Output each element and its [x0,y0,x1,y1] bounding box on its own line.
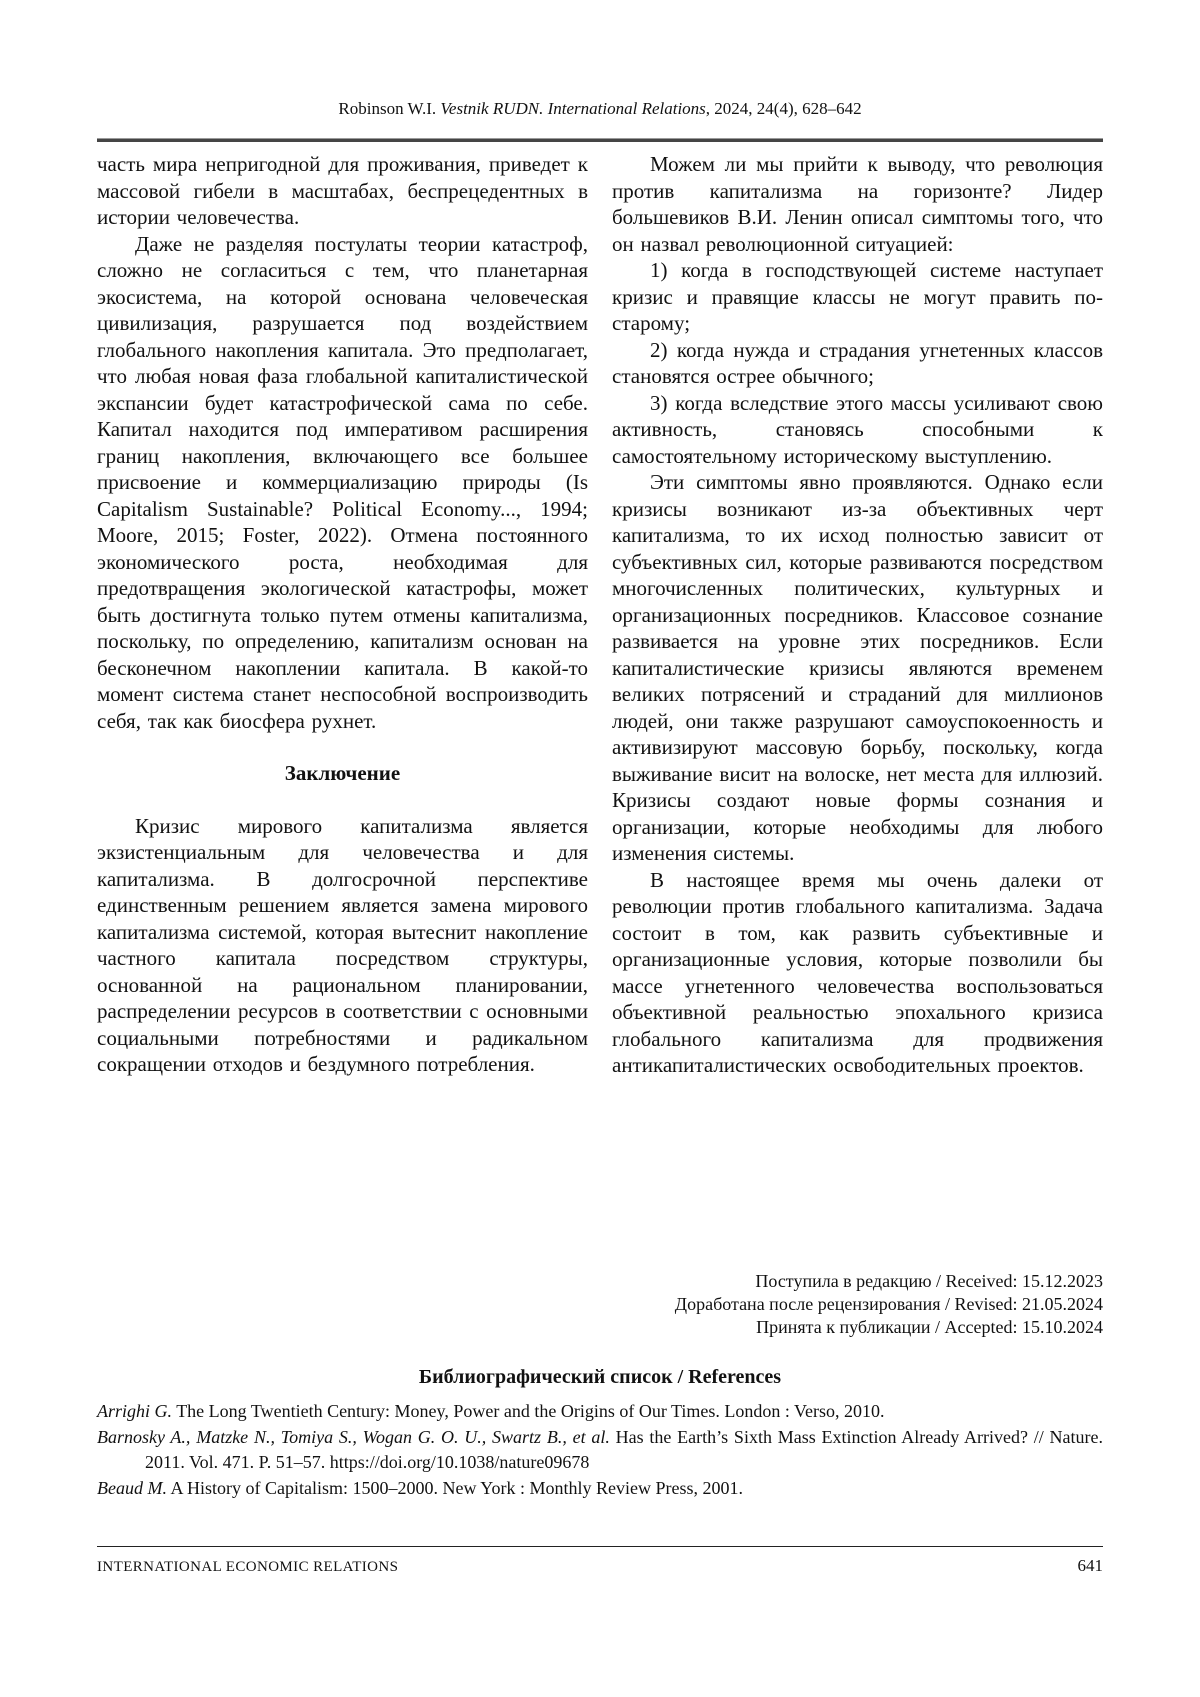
reference-authors: Arrighi G. [97,1401,173,1421]
body-paragraph: В настоящее время мы очень далеки от революции против глобального капитализма. Задача состоит в том, как развить субъективные и организационные условия, которые позволили бы массе угнетенного человечества воспользоваться объективной реальностью эпохального кризиса глобального капитализма для продвижения антикапиталистических освободительных проектов. [612,867,1103,1077]
reference-entry [97,1399,1103,1425]
footer-section-title: INTERNATIONAL ECONOMIC RELATIONS [97,1559,399,1575]
article-body [97,151,1103,1079]
footer-page-number: 641 [1077,1556,1103,1575]
header-rule [97,138,1103,142]
running-head-issue-info: , 2024, 24(4), 628–642 [705,99,862,118]
reference-entry [97,1425,1103,1476]
reference-entry [97,1476,1103,1502]
reference-authors: Beaud M. [97,1477,167,1498]
body-paragraph: часть мира непригодной для проживания, приведет к массовой гибели в масштабах, беспрецедентных в истории человечества. [97,152,588,229]
date-accepted: Принята к публикации / Accepted: 15.10.2024 [756,1317,1103,1337]
references-heading: Библиографический список / References [418,1366,782,1388]
references-section [97,1366,1103,1501]
page-footer [97,1546,1103,1576]
body-paragraph-list-item-3: 3) когда вследствие этого массы усиливают свою активность, становясь способными к самостоятельному историческому выступлению. [612,390,1103,468]
right-column [612,151,1103,1079]
body-paragraph: Даже не разделяя постулаты теории катастроф, сложно не согласиться с тем, что планетарная экосистема, на которой основана человеческая цивилизация, разрушается под воздействием глобального накопления капитала. Это предполагает, что любая новая фаза глобальной капиталистической экспансии будет катастрофической сама по себе. Капитал находится под императивом расширения границ накопления, включающего все большее присвоение и коммерциализацию природы (Is Capitalism Sustainable? Political Economy..., 1994; Moore, 2015; Foster, 2022). Отмена постоянного экономического роста, необходимая для предотвращения экологической катастрофы, может быть достигнута только путем отмены капитализма, поскольку, по определению, капитализм основан на бесконечном накоплении капитала. В какой-то момент система станет неспособной воспроизводить себя, так как биосфера рухнет. [97,231,588,733]
left-column [97,151,588,1079]
date-received: Поступила в редакцию / Received: 15.12.2023 [755,1271,1103,1291]
article-history-dates [403,1270,1103,1339]
body-paragraph: Эти симптомы явно проявляются. Однако если кризисы возникают из-за объективных черт капитализма, то их исход полностью зависит от субъективных сил, которые развиваются посредством многочисленных политических, культурных и организационных посредников. Классовое сознание развивается на уровне этих посредников. Если капиталистические кризисы являются временем великих потрясений и страданий для миллионов людей, они также разрушают самоуспокоенность и активизируют массовую борьбу, поскольку, когда выживание висит на волоске, нет места для иллюзий. Кризисы создают новые формы сознания и организации, которые необходимы для любого изменения системы. [612,470,1103,865]
date-revised: Доработана после рецензирования / Revised: 21.05.2024 [674,1294,1103,1314]
reference-text: The Long Twentieth Century: Money, Power and the Origins of Our Times. London : Verso, 2010. [172,1401,885,1421]
running-head-author: Robinson W.I. [338,99,441,118]
body-paragraph: Можем ли мы прийти к выводу, что революция против капитализма на горизонте? Лидер большевиков В.И. Ленин описал симптомы того, что он назвал революционной ситуацией: [612,152,1103,256]
reference-authors: Barnosky A., Matzke N., Tomiya S., Wogan G. O. U., Swartz B., et al. [97,1426,610,1447]
reference-text-with-doi: Has the Earth’s Sixth Mass Extinction Already Arrived? // Nature. 2011. Vol. 471. P. 51–57. https://doi.org/10.1038/nature09678 [145,1426,1104,1472]
body-paragraph: Кризис мирового капитализма является экзистенциальным для человечества и для капитализма. В долгосрочной перспективе единственным решением является замена мирового капитализма системой, которая вытеснит накопление частного капитала посредством структуры, основанной на рациональном планировании, распределении ресурсов в соответствии с основными социальными потребностями и радикальном сокращении отходов и бездумного потребления. [97,813,588,1076]
running-head-journal-title: Vestnik RUDN. International Relations [440,99,706,118]
section-heading-conclusion: Заключение [284,761,401,785]
body-paragraph-list-item-1: 1) когда в господствующей системе наступает кризис и правящие классы не могут править по-старому; [612,258,1103,335]
reference-text: A History of Capitalism: 1500–2000. New York : Monthly Review Press, 2001. [166,1477,743,1498]
body-paragraph-list-item-2: 2) когда нужда и страдания угнетенных классов становятся острее обычного; [612,337,1103,388]
running-head [97,99,1103,119]
